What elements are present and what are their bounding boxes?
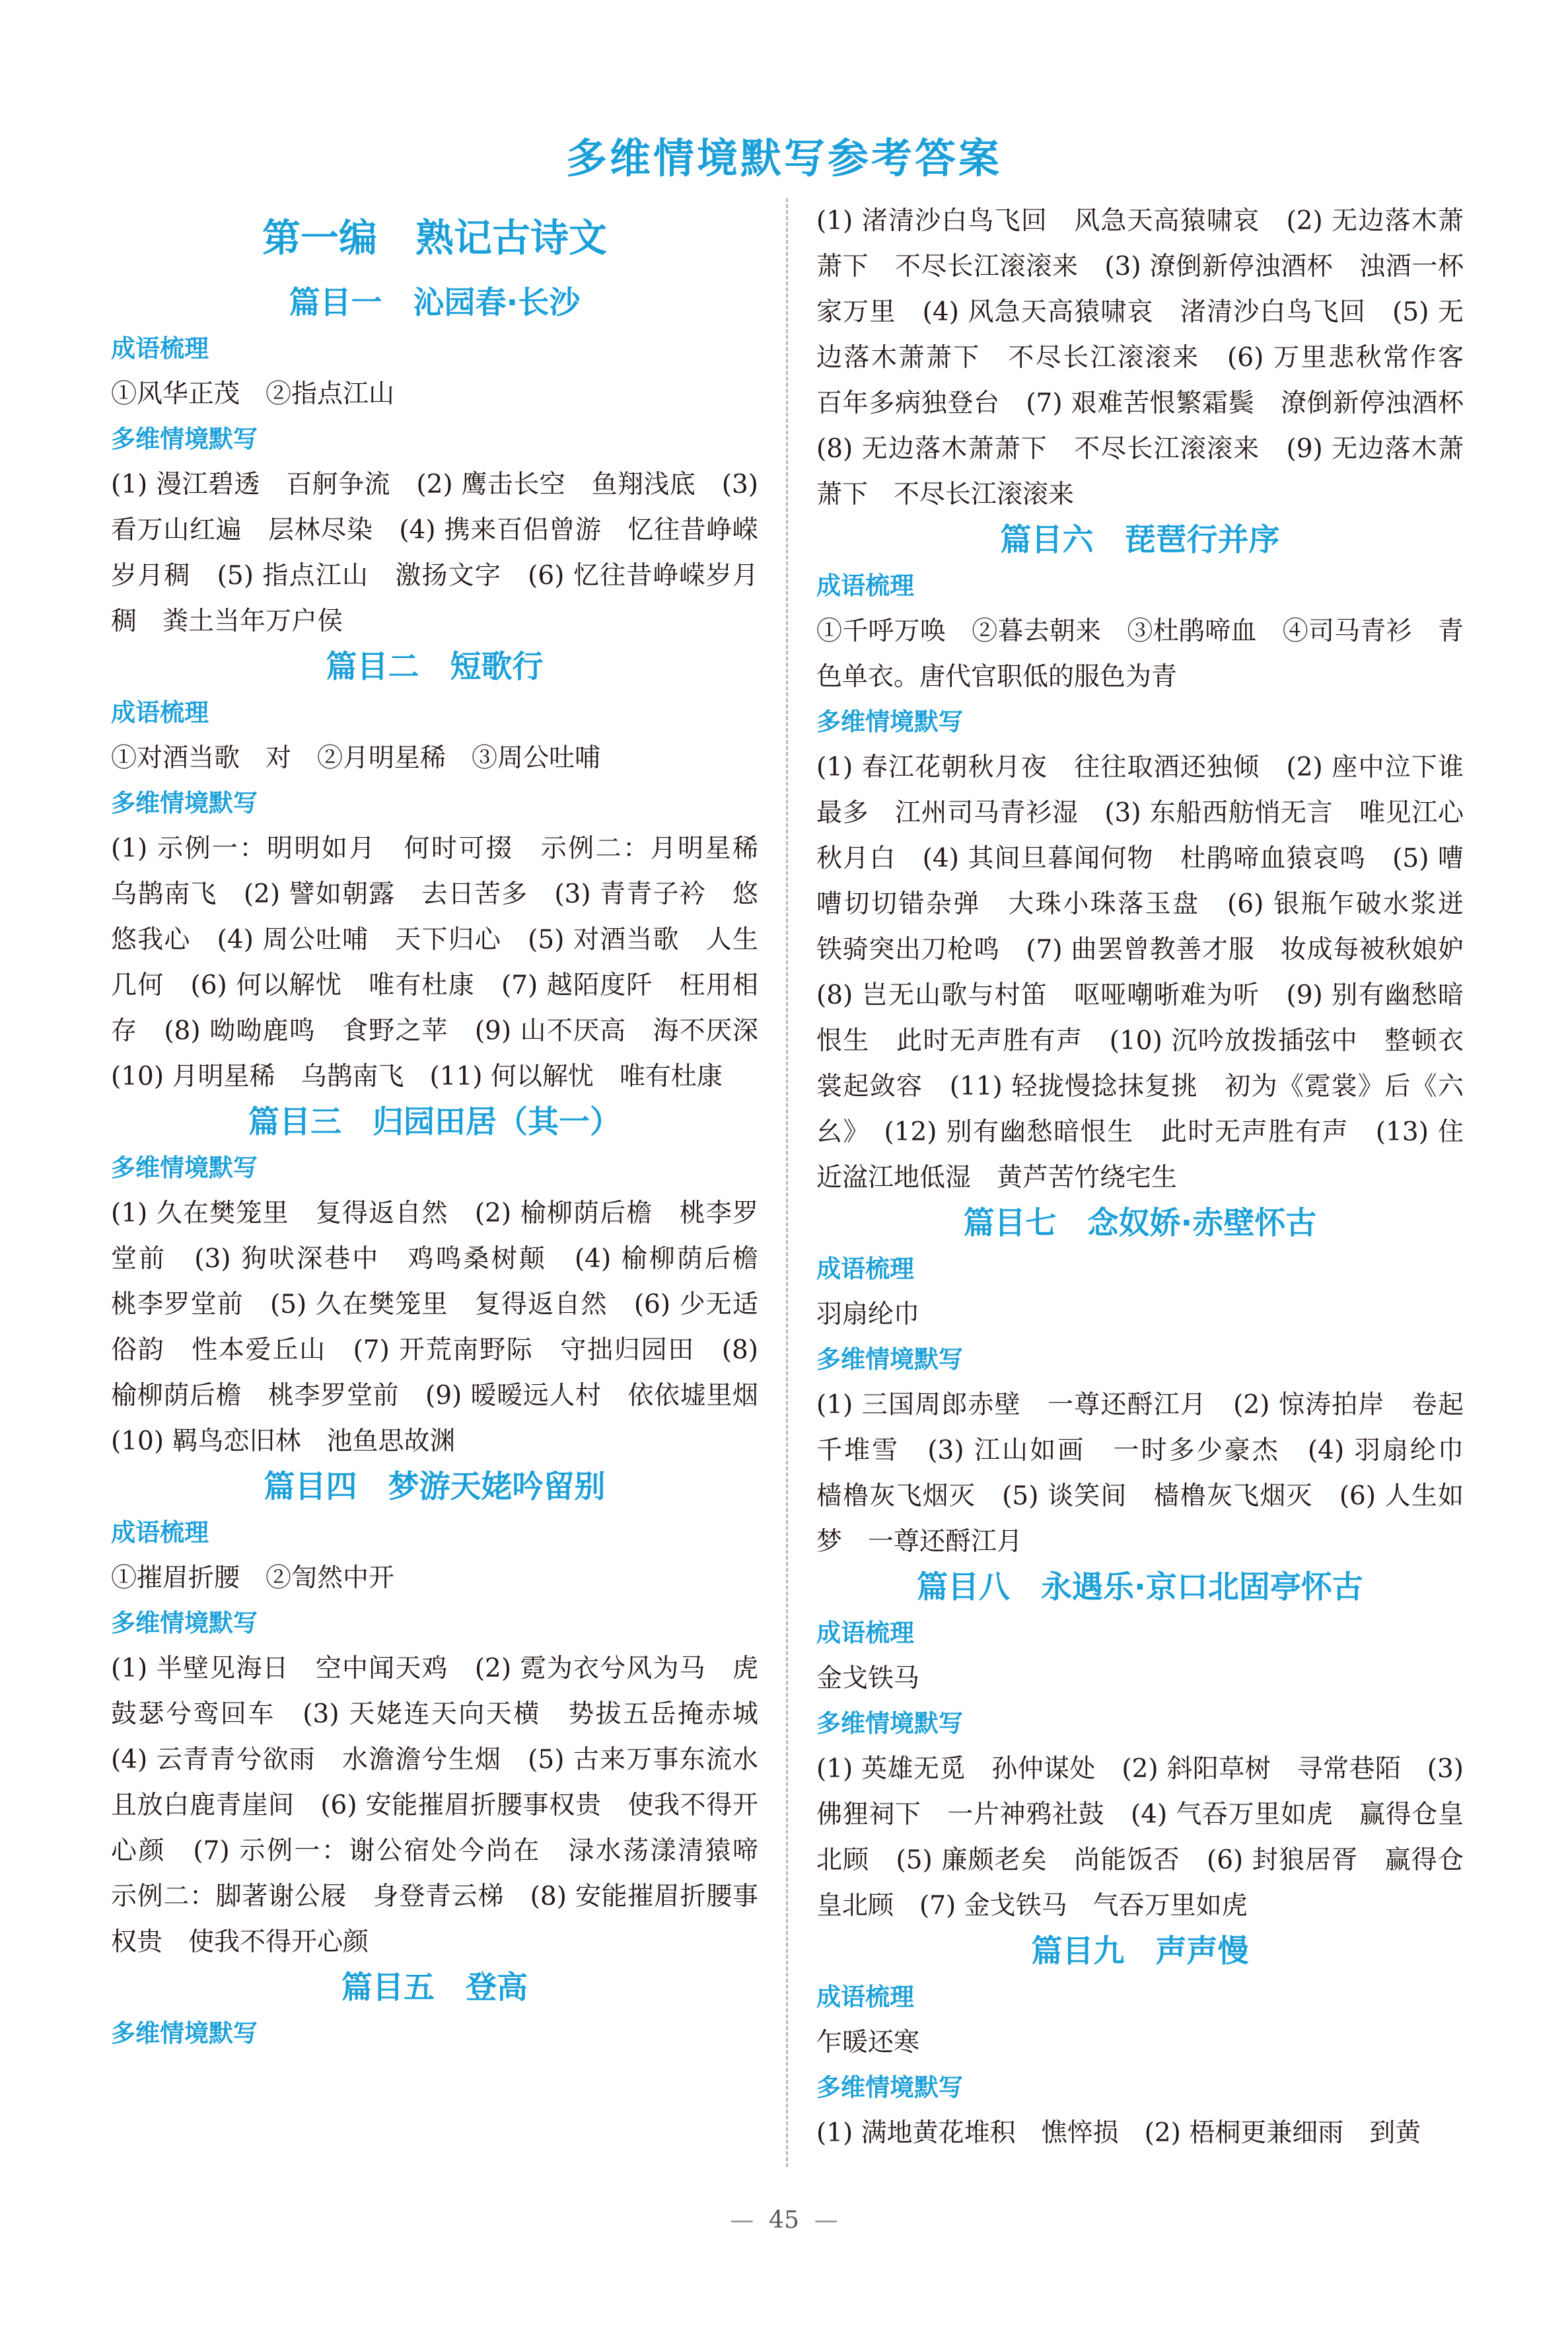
dictation-answers: (1) 春江花朝秋月夜 往往取酒还独倾 (2) 座中泣下谁最多 江州司马青衫湿 (3) 东船西舫悄无言 唯见江心秋月白 (4) 其间旦暮闻何物 杜鹃啼血猿哀鸣 (5) 嘈嘈切切错杂弹 大珠小珠落玉盘 (6) 银瓶乍破水浆迸 铁骑突出刀枪鸣 (7) 曲罢曾教善才服 妆成每被秋娘妒 (8) 岂无山歌与村笛 呕哑嘲哳难为听 (9) 别有幽愁暗恨生 此时无声胜有声 (10) 沉吟放拨插弦中 整顿衣裳起敛容 (11) 轻拢慢捻抹复挑 初为《霓裳》后《六幺》 (12) 别有幽愁暗恨生 此时无声胜有声 (13) 住近湓江地低湿 黄芦苦竹绕宅生 (816, 753, 1490, 1193)
footer-dash-right: — (814, 2207, 838, 2234)
dictation-heading: 多维情境默写 (111, 1154, 258, 1182)
section-title: 篇目五 登高 (341, 1970, 528, 2006)
page-number: 45 (769, 2207, 799, 2234)
footer-dash-left: — (730, 2207, 754, 2234)
section-title: 篇目九 声声慢 (1031, 1933, 1249, 1970)
idiom-answers: ①风华正茂 ②指点江山 (111, 379, 395, 409)
section-title: 篇目六 琵琶行并序 (1000, 522, 1280, 558)
dictation-answers: (1) 久在樊笼里 复得返自然 (2) 榆柳荫后檐 桃李罗堂前 (3) 狗吠深巷中 鸡鸣桑树颠 (4) 榆柳荫后檐 桃李罗堂前 (5) 久在樊笼里 复得返自然 (6) 少无适俗韵 性本爱丘山 (7) 开荒南野际 守拙归园田 (8) 榆柳荫后檐 桃李罗堂前 (9) 暧暧远人村 依依墟里烟 (10) 羁鸟恋旧林 池鱼思故渊 (111, 1199, 785, 1456)
column-divider (786, 198, 788, 2167)
idiom-answers: 乍暖还寒 (816, 2028, 920, 2057)
section-title: 篇目四 梦游天姥吟留别 (264, 1469, 606, 1505)
section-title: 篇目二 短歌行 (326, 649, 544, 685)
dictation-answers: (1) 三国周郎赤壁 一尊还酹江月 (2) 惊涛拍岸 卷起千堆雪 (3) 江山如画 一时多少豪杰 (4) 羽扇纶巾 樯橹灰飞烟灭 (5) 谈笑间 樯橹灰飞烟灭 (6) 人生如梦 一尊还酹江月 (816, 1390, 1490, 1557)
part-title: 第一编 熟记古诗文 (262, 215, 607, 260)
page-title: 多维情境默写参考答案 (565, 134, 1002, 182)
dictation-answers: (1) 满地黄花堆积 憔悴损 (2) 梧桐更兼细雨 到黄 (816, 2118, 1421, 2148)
right-column (816, 198, 1490, 2156)
dictation-answers: (1) 半壁见海日 空中闻天鸡 (2) 霓为衣兮风为马 虎鼓瑟兮鸾回车 (3) 天姥连天向天横 势拔五岳掩赤城 (4) 云青青兮欲雨 水澹澹兮生烟 (5) 古来万事东流水 且放白鹿青崖间 (6) 安能摧眉折腰事权贵 使我不得开心颜 (7) 示例一：谢公宿处今尚在 渌水荡漾清猿啼 示例二：脚著谢公屐 身登青云梯 (8) 安能摧眉折腰事权贵 使我不得开心颜 (111, 1654, 785, 1957)
page-footer (0, 2207, 1568, 2234)
idiom-answers: 羽扇纶巾 (816, 1300, 920, 1329)
dictation-answers: (1) 示例一：明明如月 何时可掇 示例二：月明星稀 乌鹊南飞 (2) 譬如朝露 去日苦多 (3) 青青子衿 悠悠我心 (4) 周公吐哺 天下归心 (5) 对酒当歌 人生几何 (6) 何以解忧 唯有杜康 (7) 越陌度阡 枉用相存 (8) 呦呦鹿鸣 食野之苹 (9) 山不厌高 海不厌深 (10) 月明星稀 乌鹊南飞 (11) 何以解忧 唯有杜康 (111, 834, 785, 1091)
section-title: 篇目三 归园田居（其一） (248, 1104, 621, 1140)
dictation-answers: (1) 英雄无觅 孙仲谋处 (2) 斜阳草树 寻常巷陌 (3) 佛狸祠下 一片神鸦社鼓 (4) 气吞万里如虎 赢得仓皇北顾 (5) 廉颇老矣 尚能饭否 (6) 封狼居胥 赢得仓皇北顾 (7) 金戈铁马 气吞万里如虎 (816, 1754, 1464, 1921)
idiom-heading: 成语梳理 (816, 1255, 914, 1283)
section-title: 篇目七 念奴娇·赤壁怀古 (963, 1205, 1317, 1241)
idiom-heading: 成语梳理 (111, 698, 209, 727)
idiom-answers: 金戈铁马 (816, 1664, 920, 1693)
idiom-heading: 成语梳理 (111, 334, 209, 363)
dictation-heading: 多维情境默写 (816, 2073, 963, 2102)
section-title: 篇目八 永遇乐·京口北固亭怀古 (917, 1569, 1363, 1605)
dictation-heading: 多维情境默写 (111, 425, 258, 453)
dictation-heading: 多维情境默写 (111, 2019, 258, 2048)
idiom-heading: 成语梳理 (816, 1983, 914, 2011)
idiom-answers: ①千呼万唤 ②暮去朝来 ③杜鹃啼血 ④司马青衫 青色单衣。唐代官职低的服色为青 (816, 616, 1464, 692)
dictation-heading: 多维情境默写 (816, 1345, 963, 1374)
section-title: 篇目一 沁园春·长沙 (289, 285, 581, 321)
dictation-heading: 多维情境默写 (816, 708, 963, 736)
idiom-heading: 成语梳理 (111, 1518, 209, 1547)
dictation-heading: 多维情境默写 (816, 1709, 963, 1738)
dictation-answers: (1) 漫江碧透 百舸争流 (2) 鹰击长空 鱼翔浅底 (3) 看万山红遍 层林尽染 (4) 携来百侣曾游 忆往昔峥嵘岁月稠 (5) 指点江山 激扬文字 (6) 忆往昔峥嵘岁月稠 粪土当年万户侯 (111, 470, 758, 636)
left-column (111, 211, 785, 2056)
idiom-answers: ①摧眉折腰 ②訇然中开 (111, 1563, 395, 1593)
idiom-heading: 成语梳理 (816, 1619, 914, 1647)
idiom-heading: 成语梳理 (816, 572, 914, 600)
dictation-heading: 多维情境默写 (111, 1609, 258, 1637)
dictation-answers: (1) 渚清沙白鸟飞回 风急天高猿啸哀 (2) 无边落木萧萧下 不尽长江滚滚来 (3) 潦倒新停浊酒杯 浊酒一杯家万里 (4) 风急天高猿啸哀 渚清沙白鸟飞回 (5) 无边落木萧萧下 不尽长江滚滚来 (6) 万里悲秋常作客 百年多病独登台 (7) 艰难苦恨繁霜鬓 潦倒新停浊酒杯 (8) 无边落木萧萧下 不尽长江滚滚来 (9) 无边落木萧萧下 不尽长江滚滚来 (816, 206, 1490, 509)
dictation-heading: 多维情境默写 (111, 789, 258, 817)
idiom-answers: ①对酒当歌 对 ②月明星稀 ③周公吐哺 (111, 743, 601, 773)
